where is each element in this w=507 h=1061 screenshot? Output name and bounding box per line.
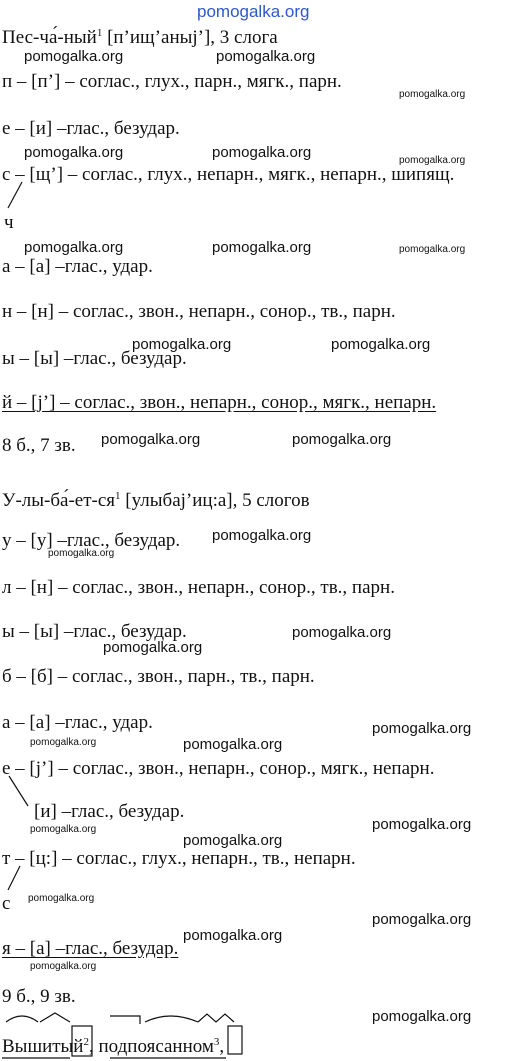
header-watermark: pomogalka.org: [197, 2, 310, 21]
watermark: pomogalka.org: [331, 336, 431, 353]
watermark: pomogalka.org: [132, 336, 232, 353]
word1-row-j: й – [j’] – соглас., звон., непарн., сонор., мягк., непарн.: [2, 392, 437, 413]
watermark: pomogalka.org: [30, 824, 97, 835]
footer-sup-a: 2: [83, 1036, 89, 1048]
watermark: pomogalka.org: [372, 816, 472, 833]
watermark: pomogalka.org: [24, 48, 124, 65]
watermark: pomogalka.org: [292, 431, 392, 448]
word2-row-a: а – [а] –глас., удар.: [2, 712, 153, 733]
root-arc-b: [145, 1016, 198, 1022]
watermark: pomogalka.org: [30, 961, 97, 972]
word1-row-p: п – [п’] – соглас., глух., парн., мягк., парн.: [2, 71, 342, 92]
watermark: pomogalka.org: [24, 144, 124, 161]
word1-title: [2, 22, 278, 49]
watermark: pomogalka.org: [183, 832, 283, 849]
word1-row-ch: ч: [4, 212, 14, 233]
ending-box-b: [228, 1026, 242, 1054]
word2-row-t: т – [ц:] – соглас., глух., непарн., тв., непарн.: [2, 848, 356, 869]
watermark: pomogalka.org: [183, 927, 283, 944]
footer-sup-b: 3: [213, 1036, 220, 1048]
watermark: pomogalka.org: [216, 48, 316, 65]
root-arc-a: [6, 1016, 38, 1022]
word2-row-u: у – [у] –глас., безудар.: [2, 530, 181, 551]
word2-title-word: У-лы-ба́-ет-ся: [2, 490, 116, 511]
footer-tail: ,: [219, 1036, 225, 1057]
watermark: pomogalka.org: [399, 244, 466, 255]
watermark: pomogalka.org: [28, 893, 95, 904]
word1-row-a: а – [а] –глас., удар.: [2, 256, 153, 277]
word2-row-ya: я – [а] –глас., безудар.: [2, 938, 179, 959]
word2-title-sup: 1: [115, 490, 121, 502]
watermark: pomogalka.org: [399, 155, 466, 166]
word1-title-rest: [п’ищ’аныj’], 3 слога: [102, 27, 278, 48]
word1-count: 8 б., 7 зв.: [2, 435, 76, 456]
suffix-mark-a: [40, 1013, 70, 1022]
footer-line: [2, 1031, 224, 1058]
watermark: pomogalka.org: [101, 431, 201, 448]
word1-row-y: ы – [ы] –глас., безудар.: [2, 348, 187, 369]
watermark: pomogalka.org: [372, 720, 472, 737]
watermark: pomogalka.org: [24, 239, 124, 256]
word2-row-y: ы – [ы] –глас., безудар.: [2, 621, 187, 642]
word1-row-s: с – [щ’] – соглас., глух., непарн., мягк., непарн., шипящ.: [2, 164, 455, 185]
watermark: pomogalka.org: [48, 548, 115, 559]
footer-word-b: подпоясанном: [98, 1036, 214, 1057]
watermark: pomogalka.org: [372, 1008, 472, 1025]
word2-row-s: с: [2, 893, 11, 914]
prefix-mark-b: [110, 1016, 140, 1024]
word2-row-b: б – [б] – соглас., звон., парн., тв., парн.: [2, 666, 315, 687]
connector-e-i: [9, 776, 28, 806]
word1-row-e: е – [и] –глас., безудар.: [2, 118, 180, 139]
footer-word-a: Вышитый: [2, 1036, 84, 1057]
footer-separator: ,: [88, 1036, 99, 1057]
watermark: pomogalka.org: [292, 624, 392, 641]
word2-row-l: л – [н] – соглас., звон., непарн., сонор., тв., парн.: [2, 577, 395, 598]
watermark: pomogalka.org: [103, 639, 203, 656]
watermark: pomogalka.org: [30, 737, 97, 748]
word2-row-e: е – [j’] – соглас., звон., непарн., сонор., мягк., непарн.: [2, 758, 435, 779]
watermark: pomogalka.org: [372, 911, 472, 928]
watermark: pomogalka.org: [212, 239, 312, 256]
watermark: pomogalka.org: [183, 736, 283, 753]
watermark: pomogalka.org: [212, 527, 312, 544]
watermark: pomogalka.org: [212, 144, 312, 161]
word2-title-rest: [улыбаj’иц:а], 5 слогов: [120, 490, 310, 511]
watermark: pomogalka.org: [399, 89, 466, 100]
word2-count: 9 б., 9 зв.: [2, 986, 76, 1007]
suffix-mark-b: [198, 1014, 234, 1022]
word1-title-word: Пес-ча́-ный: [2, 27, 97, 48]
word2-title: [2, 485, 310, 512]
word1-row-n: н – [н] – соглас., звон., непарн., сонор., тв., парн.: [2, 301, 396, 322]
word1-title-sup: 1: [96, 27, 103, 39]
word2-row-i: [и] –глас., безудар.: [34, 801, 185, 822]
